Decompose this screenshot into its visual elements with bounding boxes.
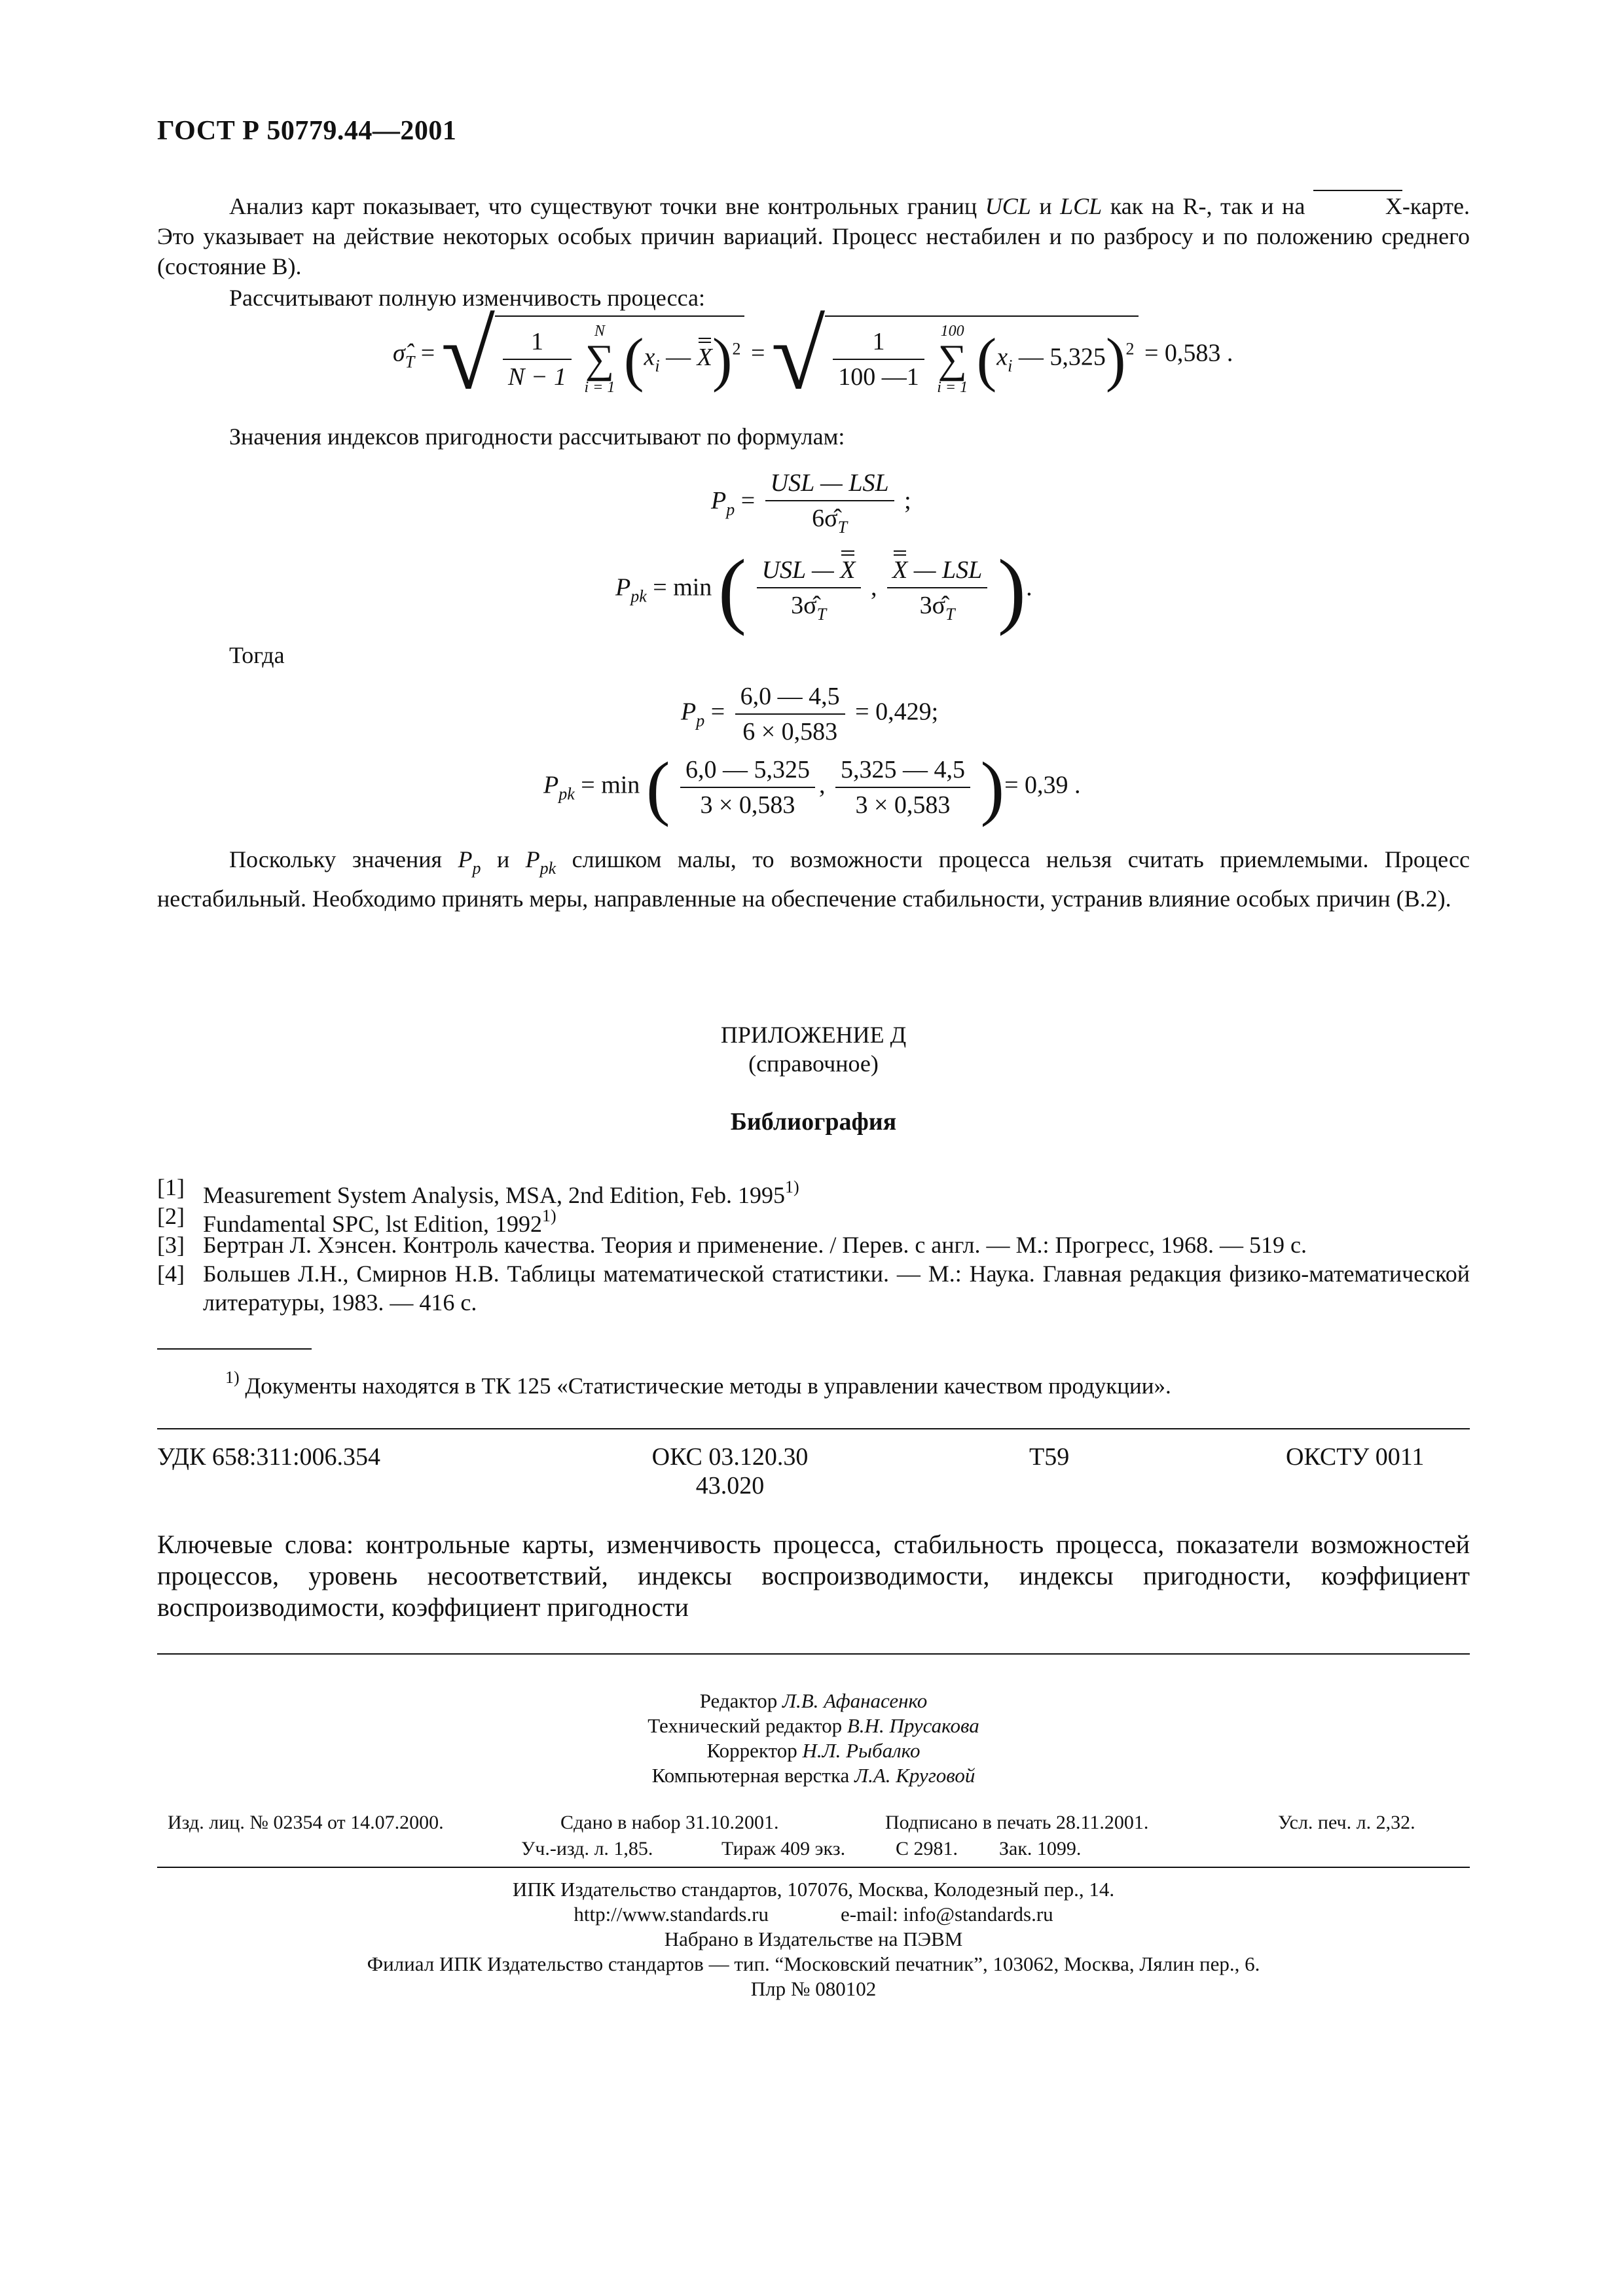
calc-pp-result: = 0,429; <box>855 698 939 726</box>
fraction-numerator-2: 1 <box>833 327 924 360</box>
credit-tech-editor <box>157 1713 1470 1738</box>
sigma-formula <box>393 301 1233 410</box>
intro-and: и <box>1030 193 1061 219</box>
credit-corrector-name: Н.Л. Рыбалко <box>802 1739 921 1762</box>
print-c: С 2981. <box>896 1838 958 1859</box>
oks-code-2: 43.020 <box>695 1472 765 1499</box>
print-sent: Сдано в набор 31.10.2001. <box>560 1812 779 1833</box>
publisher-branch: Филиал ИПК Издательство стандартов — тип. “Московский печатник”, 103062, Москва, Лялин пер., 6. <box>367 1952 1260 1975</box>
ppk-min: = min <box>653 573 712 601</box>
credit-tech-label: Технический редактор <box>647 1714 847 1737</box>
sum-lower-limit: i = 1 <box>584 379 615 396</box>
pp-formula: $P_p$ = $\frac{\text{USL — LSL}}{6\sigmâ_T}$ ; <box>711 469 911 537</box>
square-exponent: 2 <box>732 339 741 359</box>
xbar-symbol: X <box>1313 191 1402 221</box>
intro-text-a: Анализ карт показывает, что существуют точки вне контрольных границ <box>229 193 985 219</box>
bibliography-heading: Библиография <box>730 1108 897 1136</box>
udk-code: УДК 658:311:006.354 <box>157 1443 381 1471</box>
conclusion-paragraph <box>157 844 1470 914</box>
document-page <box>157 0 1470 2296</box>
classification-top-rule <box>157 1428 1470 1429</box>
bib-footnote-mark-1: 1) <box>784 1177 799 1196</box>
xi-sub-2: i <box>1008 356 1013 376</box>
print-usl: Усл. печ. л. 2,32. <box>1278 1812 1415 1833</box>
credit-editor-name: Л.В. Афанасенко <box>782 1689 928 1712</box>
print-license: Изд. лиц. № 02354 от 14.07.2000. <box>168 1812 444 1833</box>
publisher-plr: Плр № 080102 <box>750 1977 877 2000</box>
sigma-sub: T <box>405 352 415 372</box>
bib-num-2: [2] <box>157 1203 185 1229</box>
print-zak: Зак. 1099. <box>999 1838 1082 1859</box>
credit-tech-name: В.Н. Прусакова <box>847 1714 979 1737</box>
oks-code-1: ОКС 03.120.30 <box>651 1443 809 1471</box>
ppk-den2: 3σ̂ <box>919 591 946 619</box>
credit-corrector-label: Корректор <box>706 1739 803 1762</box>
footnote-rule <box>157 1348 312 1350</box>
credit-layout-label: Компьютерная верстка <box>651 1764 855 1787</box>
publisher-address: ИПК Издательство стандартов, 107076, Москва, Колодезный пер., 14. <box>512 1878 1115 1901</box>
pp-symbol: P <box>711 487 727 515</box>
pp-semicolon: ; <box>904 487 911 515</box>
sigma-result: = 0,583 . <box>1144 339 1233 367</box>
calc-ppk-result: = 0,39 . <box>1004 771 1081 799</box>
intro-paragraph <box>157 191 1470 281</box>
publisher-typeset: Набрано в Издательстве на ПЭВМ <box>664 1928 963 1950</box>
ppk-num1-grand-mean: X <box>840 556 856 584</box>
calc-ppk-num1: 6,0 — 5,325 <box>680 755 815 788</box>
credit-layout <box>157 1763 1470 1788</box>
equals-sign: = <box>420 339 435 367</box>
xi-term-2: x <box>996 343 1008 371</box>
ppk-calculation: $P_{pk} = \min$ ( $\frac{6,0 — 5,325}{3 \times 0,583}$ , $\frac{5,325 — 4,5}{3 \times 0,583}$ )= 0,39 . <box>543 747 1081 827</box>
ucl-term: UCL <box>985 193 1031 219</box>
calc-pp-numerator: 6,0 — 4,5 <box>735 682 845 715</box>
okstu-code: ОКСТУ 0011 <box>1286 1443 1425 1471</box>
equals-sign-2: = <box>750 339 765 367</box>
calc-ppk-den1: 3 × 0,583 <box>700 791 795 819</box>
intro-text-b: как на R-, так и на <box>1102 193 1313 219</box>
minus-sign-2: — <box>1018 343 1044 371</box>
ppk-den2-sub: T <box>945 604 955 624</box>
ppk-sub: pk <box>630 586 647 606</box>
bib-text-2: Fundamental SPC, lst Edition, 1992 <box>203 1211 543 1237</box>
calc-ppk-num2: 5,325 — 4,5 <box>835 755 970 788</box>
square-exponent-2: 2 <box>1125 339 1135 359</box>
ppk-num1-a: USL — <box>761 556 841 584</box>
conclusion-pp-sub: p <box>472 859 481 878</box>
ppk-den1: 3σ̂ <box>791 591 817 619</box>
ppk-symbol: P <box>615 573 631 601</box>
fraction-denominator-2: 100 —1 <box>838 363 919 391</box>
sum-lower-limit-2: i = 1 <box>937 379 968 396</box>
credit-editor-label: Редактор <box>699 1689 782 1712</box>
credits-block <box>157 1689 1470 1788</box>
ppk-num2-b: — LSL <box>907 556 983 584</box>
conclusion-ppk-sub: pk <box>539 859 556 878</box>
pp-denominator-sub: T <box>837 518 848 537</box>
print-bottom-rule <box>157 1867 1470 1868</box>
calc-pp-denominator: 6 × 0,583 <box>742 718 838 745</box>
footnote-text: Документы находятся в ТК 125 «Статистические методы в управлении качеством продукции». <box>239 1373 1171 1399</box>
pp-sub: p <box>726 500 735 520</box>
print-tirazh: Тираж 409 экз. <box>721 1838 846 1859</box>
document-code-header: ГОСТ Р 50779.44—2001 <box>157 116 457 146</box>
calc-ppk-min: = min <box>581 771 640 799</box>
lcl-term: LCL <box>1060 193 1103 219</box>
conclusion-ppk: P <box>525 846 540 872</box>
calc-pp-symbol: P <box>681 698 697 726</box>
then-label: Тогда <box>229 642 285 668</box>
publisher-email: e-mail: info@standards.ru <box>840 1903 1053 1926</box>
credit-corrector <box>157 1738 1470 1763</box>
keywords-bottom-rule <box>157 1653 1470 1655</box>
credit-layout-name: Л.А. Круговой <box>854 1764 976 1787</box>
total-variability-intro: Рассчитывают полную изменчивость процесса: <box>229 285 706 311</box>
ppk-comma: , <box>871 573 877 601</box>
calc-ppk-den2: 3 × 0,583 <box>855 791 951 819</box>
bib-text-3: Бертран Л. Хэнсен. Контроль качества. Теория и применение. / Перев. с англ. — М.: Прогресс, 1968. — 519 с. <box>203 1232 1307 1258</box>
publisher-site: http://www.standards.ru <box>574 1903 769 1926</box>
publisher-block <box>157 1877 1470 2001</box>
bib-num-3: [3] <box>157 1232 185 1258</box>
ppk-formula: $P_{pk} = \min$ ( $\frac{\text{USL — X}}{3\sigmâ_T}$ , $\frac{\text{X — LSL}}{3\sigmâ_T}$ ). <box>615 543 1032 637</box>
appendix-subtitle: (справочное) <box>748 1050 879 1077</box>
bib-num-1: [1] <box>157 1174 185 1200</box>
t-code: Т59 <box>1029 1443 1070 1471</box>
calc-pp-sub: p <box>696 711 705 730</box>
ppk-den1-sub: T <box>816 604 827 624</box>
conclusion-pp: P <box>458 846 473 872</box>
pp-denominator: 6σ̂ <box>812 505 838 532</box>
pp-calculation: $P_p$ = $\frac{6,0 — 4,5}{6 \times 0,583}$ = 0,429; <box>681 683 939 745</box>
bibliography-item-3 <box>157 1230 1470 1259</box>
publisher-contacts <box>157 1902 1470 1927</box>
sum-upper-limit: N <box>594 323 605 340</box>
conclusion-a: Поскольку значения <box>229 846 458 872</box>
print-uch: Уч.-изд. л. 1,85. <box>521 1838 653 1859</box>
ppk-period: . <box>1026 573 1032 601</box>
fraction-denominator: N − 1 <box>507 363 566 391</box>
minus-sign: — <box>666 343 691 371</box>
calc-ppk-symbol: P <box>543 771 559 799</box>
sqrt-2: √ $\frac{1}{100 —1}$ 100 ∑ i = 1 ($x_i$ — 5,325)$^2$ <box>771 306 1139 404</box>
fraction-numerator: 1 <box>503 327 572 360</box>
grand-mean-symbol: X <box>697 343 712 371</box>
xi-sub: i <box>655 356 660 376</box>
intro-text-c: -карте. Это указывает на действие некоторых особых причин вариаций. Процесс нестабилен и по разбросу и по положению среднего (состояние В). <box>157 193 1470 279</box>
pp-numerator: USL — LSL <box>765 469 894 501</box>
mean-value: 5,325 <box>1049 343 1106 371</box>
bib-text-1: Measurement System Analysis, MSA, 2nd Edition, Feb. 1995 <box>203 1182 785 1208</box>
bib-footnote-mark-2: 1) <box>542 1206 556 1225</box>
indices-intro: Значения индексов пригодности рассчитывают по формулам: <box>229 423 845 450</box>
ppk-num2-grand-mean: X <box>892 556 908 584</box>
footnote-mark: 1) <box>225 1368 240 1387</box>
sqrt-1: √ $\frac{1}{N - 1}$ N ∑ i = 1 ($x_i$ — X)$^2$ <box>441 306 745 404</box>
keywords: Ключевые слова: контрольные карты, изменчивость процесса, стабильность процесса, показатели возможностей процессов, уровень несоответствий, индексы воспроизводимости, индексы пригодности, коэффициент воспроизводимости, коэффициент пригодности <box>157 1530 1470 1622</box>
sum-upper-limit-2: 100 <box>940 323 964 340</box>
bibliography-item-4 <box>157 1259 1470 1317</box>
conclusion-and: и <box>481 846 526 872</box>
bib-text-4: Большев Л.Н., Смирнов Н.В. Таблицы математической статистики. — М.: Наука. Главная редакция физико-математической литературы, 1983. — 416 с. <box>203 1261 1470 1316</box>
print-signed: Подписано в печать 28.11.2001. <box>885 1812 1149 1833</box>
bib-num-4: [4] <box>157 1261 185 1287</box>
sigma-hat: σ̂ <box>393 339 405 367</box>
xi-term: x <box>644 343 655 371</box>
conclusion-b: слишком малы, то возможности процесса нельзя считать приемлемыми. Процесс нестабильный. Необходимо принять меры, направленные на обеспечение стабильности, устранив влияние особых причин (В.2). <box>157 846 1470 912</box>
oks-code <box>635 1443 825 1500</box>
footnote <box>225 1363 1171 1401</box>
appendix-title: ПРИЛОЖЕНИЕ Д <box>720 1022 907 1048</box>
credit-editor <box>157 1689 1470 1713</box>
calc-ppk-sub: pk <box>558 784 575 804</box>
